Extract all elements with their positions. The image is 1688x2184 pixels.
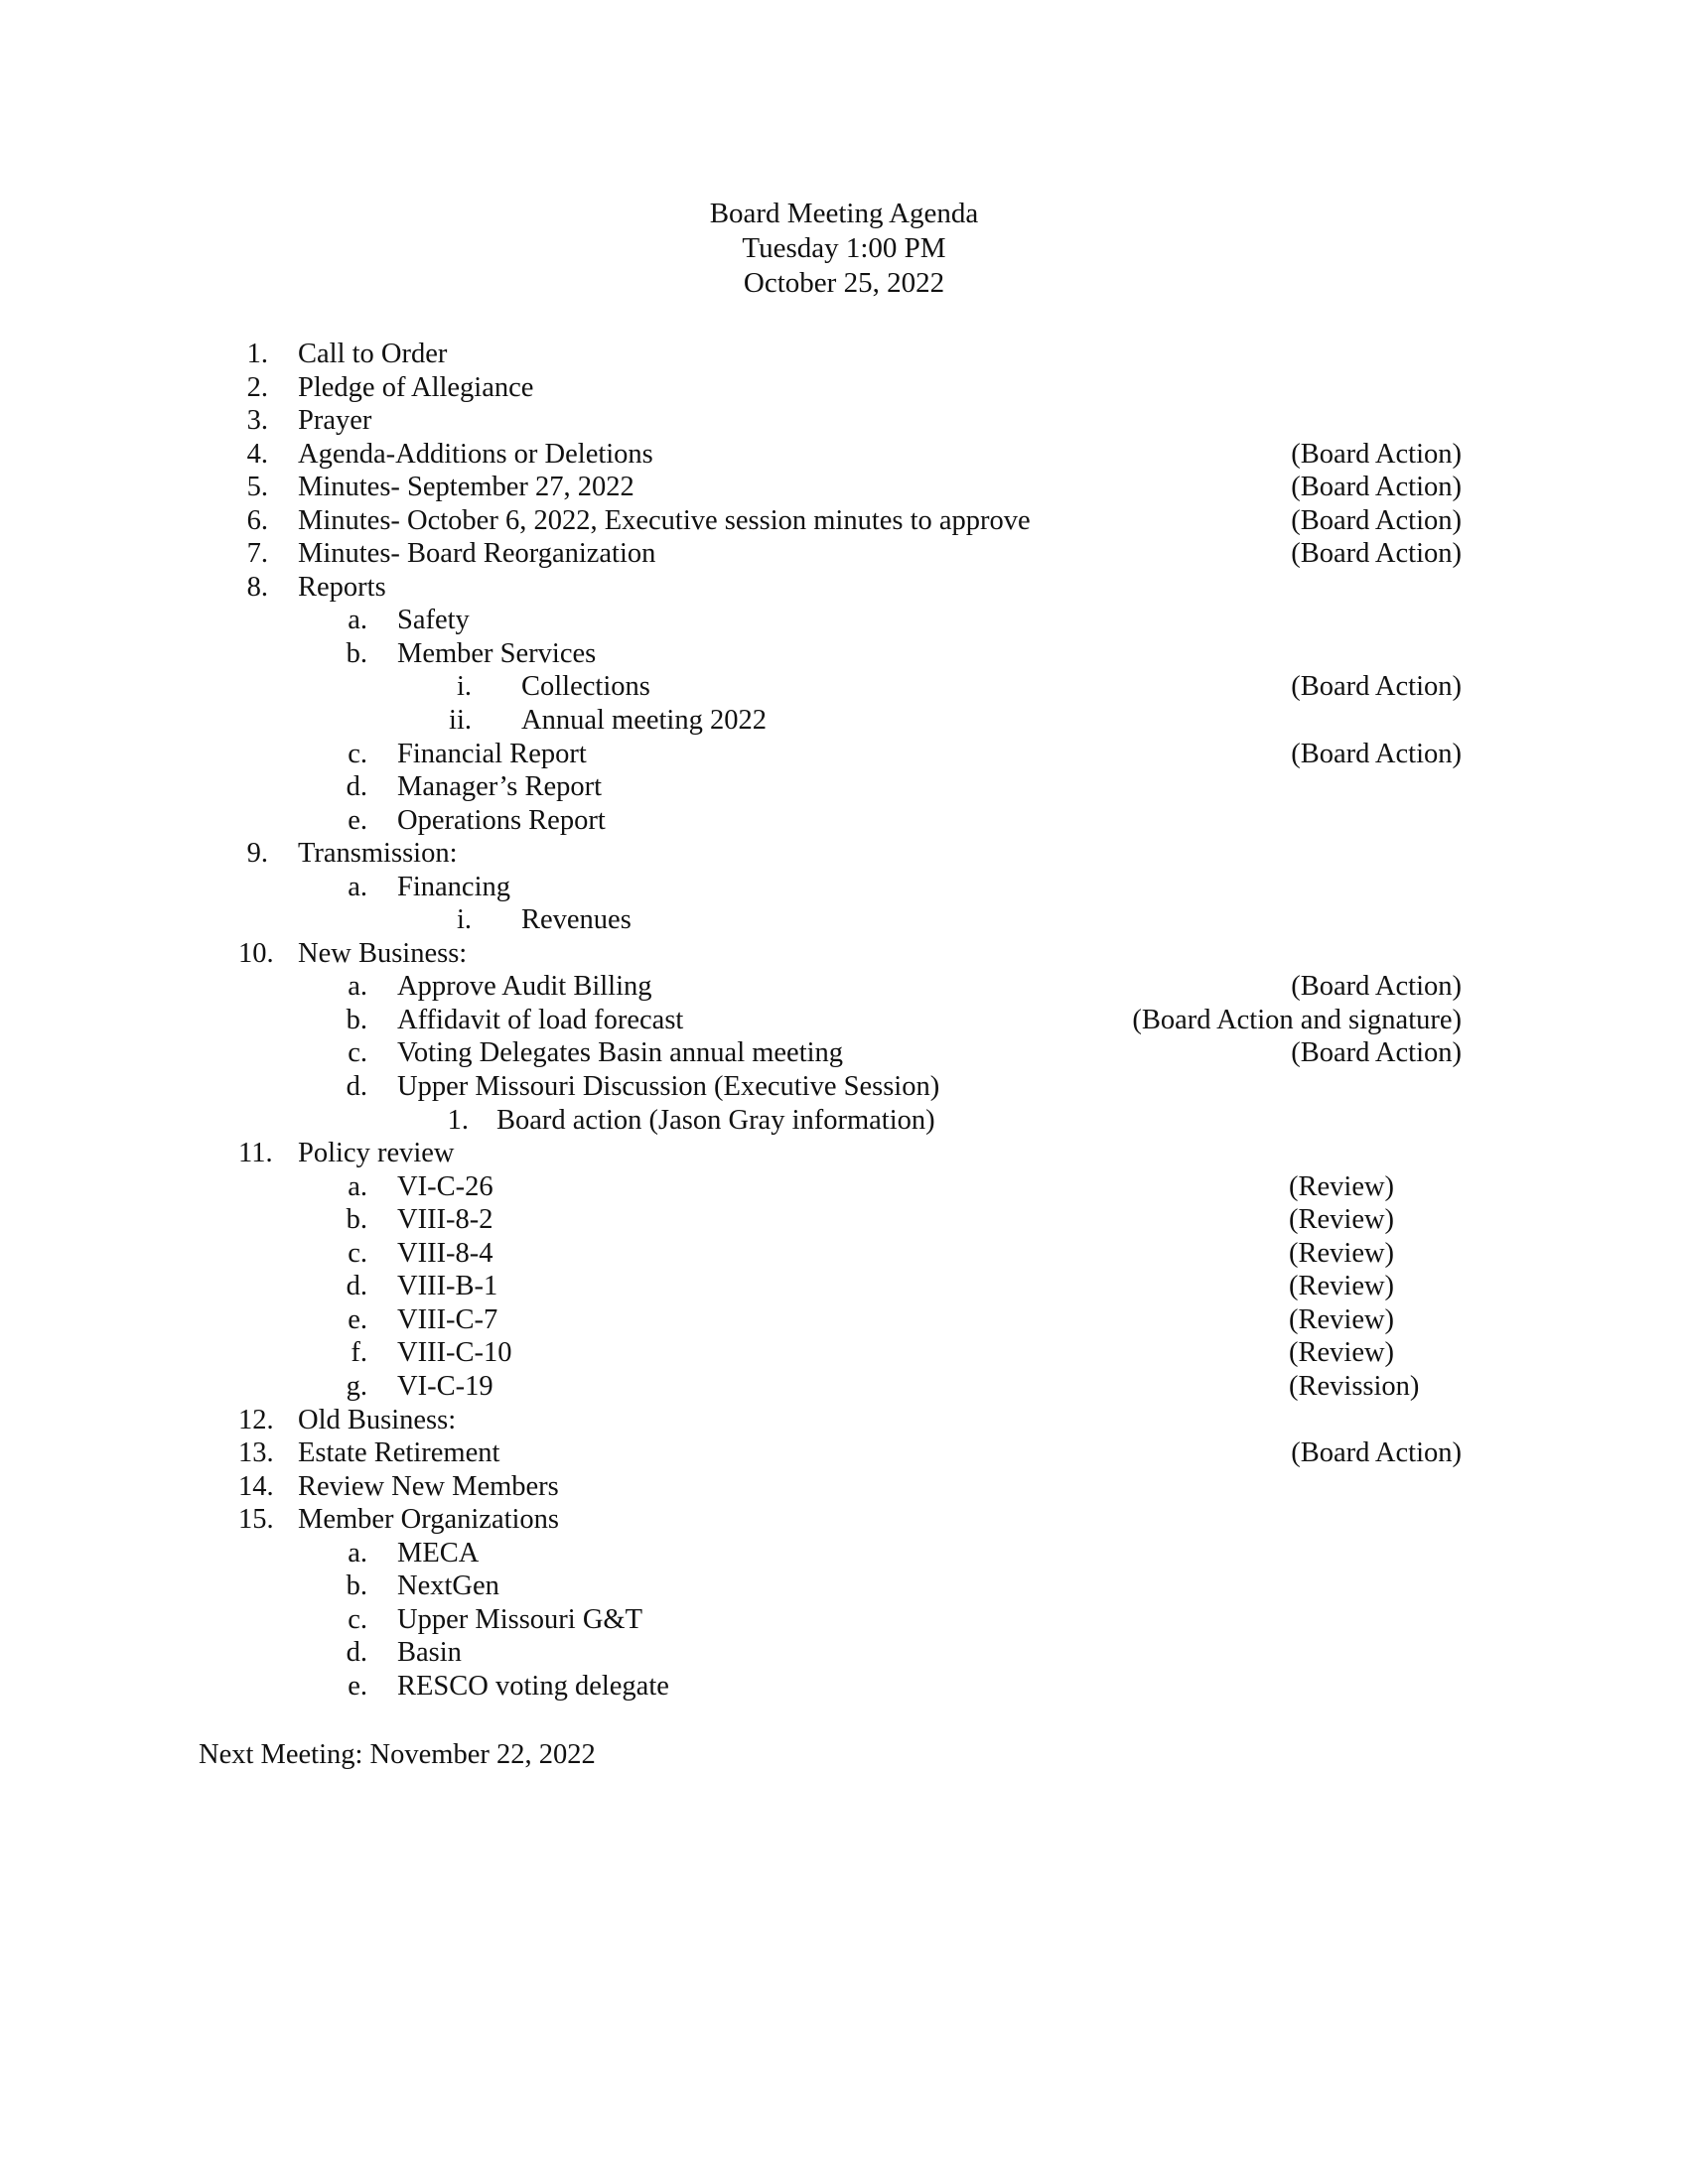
agenda-item-number: a. — [348, 1537, 367, 1569]
agenda-item — [0, 471, 1688, 504]
agenda-item — [0, 1004, 1688, 1037]
agenda-item-number: d. — [346, 1271, 367, 1302]
agenda-item-text: Member Services — [397, 637, 597, 669]
agenda-item-text: MECA — [397, 1537, 480, 1569]
agenda-item — [0, 1570, 1688, 1603]
agenda-item-number: i. — [456, 671, 472, 703]
agenda-item-number: i. — [456, 904, 472, 936]
agenda-item-text: Agenda-Additions or Deletions — [298, 438, 653, 470]
agenda-item-action: (Revission) — [1289, 1370, 1420, 1402]
agenda-item-action: (Board Action) — [1291, 738, 1462, 769]
agenda-item — [0, 1436, 1688, 1470]
agenda-item-action: (Review) — [1289, 1303, 1395, 1335]
agenda-item-action: (Board Action) — [1291, 1437, 1462, 1469]
agenda-item-text: VIII-8-4 — [397, 1237, 493, 1269]
agenda-item — [0, 1237, 1688, 1271]
agenda-item-text: VIII-C-10 — [397, 1337, 512, 1369]
agenda-item — [0, 1270, 1688, 1303]
agenda-item-number: 1. — [447, 1104, 469, 1136]
agenda-item-text: Old Business: — [298, 1404, 457, 1435]
agenda-item-number: 13. — [238, 1437, 274, 1469]
agenda-item-action: (Review) — [1289, 1170, 1395, 1202]
agenda-item — [0, 371, 1688, 405]
agenda-item-action: (Board Action) — [1291, 671, 1462, 703]
agenda-item-number: b. — [346, 637, 367, 669]
agenda-item-number: c. — [348, 738, 367, 769]
agenda-item-text: Annual meeting 2022 — [521, 705, 767, 737]
agenda-item-text: Board action (Jason Gray information) — [496, 1104, 935, 1136]
agenda-item-number: 2. — [246, 371, 268, 403]
agenda-item-text: Pledge of Allegiance — [298, 371, 534, 403]
agenda-item — [0, 837, 1688, 871]
agenda-item-number: b. — [346, 1004, 367, 1035]
agenda-item — [0, 738, 1688, 771]
agenda-item-action: (Board Action) — [1291, 971, 1462, 1003]
agenda-item-number: e. — [348, 804, 367, 836]
agenda-item — [0, 1670, 1688, 1704]
agenda-item — [0, 903, 1688, 937]
agenda-item-text: Transmission: — [298, 838, 458, 870]
agenda-item — [0, 704, 1688, 738]
agenda-item — [0, 1503, 1688, 1537]
agenda-item-text: Approve Audit Billing — [397, 971, 652, 1003]
agenda-item-text: VIII-B-1 — [397, 1271, 498, 1302]
agenda-item — [0, 438, 1688, 472]
agenda-item-text: Member Organizations — [298, 1504, 560, 1536]
agenda-item-text: Revenues — [521, 904, 632, 936]
agenda-item-text: Affidavit of load forecast — [397, 1004, 684, 1035]
agenda-item-text: Financing — [397, 871, 510, 902]
agenda-item — [0, 571, 1688, 605]
agenda-item-number: 10. — [238, 937, 274, 969]
agenda-item — [0, 1636, 1688, 1670]
agenda-item-number: 8. — [246, 571, 268, 603]
agenda-item-number: 15. — [238, 1504, 274, 1536]
agenda-item-text: Call to Order — [298, 339, 448, 369]
agenda-item-text: Safety — [397, 605, 470, 636]
agenda-item-text: VIII-8-2 — [397, 1204, 493, 1236]
agenda-item-number: b. — [346, 1570, 367, 1602]
agenda-item-number: 5. — [246, 472, 268, 503]
agenda-item — [0, 404, 1688, 438]
agenda-item-text: VI-C-19 — [397, 1370, 493, 1402]
agenda-item — [0, 871, 1688, 904]
agenda-item-number: 3. — [246, 405, 268, 437]
agenda-item-number: d. — [346, 771, 367, 803]
agenda-item-number: ii. — [449, 705, 472, 737]
agenda-item-action: (Review) — [1289, 1337, 1395, 1369]
agenda-item-action: (Board Action) — [1291, 1037, 1462, 1069]
agenda-item-text: Minutes- October 6, 2022, Executive session minutes to approve — [298, 504, 1031, 536]
agenda-item — [0, 1603, 1688, 1637]
agenda-item-number: d. — [346, 1071, 367, 1103]
agenda-item-text: Minutes- Board Reorganization — [298, 538, 656, 570]
agenda-item-number: b. — [346, 1204, 367, 1236]
agenda-list — [0, 338, 1688, 1703]
agenda-item — [0, 1336, 1688, 1370]
agenda-item-text: Minutes- September 27, 2022 — [298, 472, 634, 503]
agenda-item — [0, 1470, 1688, 1504]
agenda-item-text: NextGen — [397, 1570, 499, 1602]
agenda-item-text: Voting Delegates Basin annual meeting — [397, 1037, 844, 1069]
agenda-item-text: Prayer — [298, 405, 372, 437]
agenda-item-text: RESCO voting delegate — [397, 1670, 669, 1702]
agenda-item-number: 6. — [246, 504, 268, 536]
agenda-item — [0, 670, 1688, 704]
agenda-item-number: 12. — [238, 1404, 274, 1435]
agenda-item-number: 11. — [238, 1138, 273, 1169]
next-meeting: Next Meeting: November 22, 2022 — [199, 1739, 596, 1770]
agenda-item-action: (Board Action) — [1291, 538, 1462, 570]
agenda-item-action: (Review) — [1289, 1271, 1395, 1302]
agenda-item-number: e. — [348, 1670, 367, 1702]
agenda-item-number: 14. — [238, 1470, 274, 1502]
agenda-item-text: Operations Report — [397, 804, 606, 836]
agenda-item-text: Policy review — [298, 1138, 455, 1169]
agenda-item-text: Estate Retirement — [298, 1437, 500, 1469]
agenda-item-action: (Review) — [1289, 1237, 1395, 1269]
agenda-item-number: c. — [348, 1603, 367, 1635]
agenda-item-number: a. — [348, 871, 367, 902]
document-title: Board Meeting Agenda — [709, 198, 979, 229]
agenda-item-text: Collections — [521, 671, 650, 703]
agenda-item — [0, 338, 1688, 371]
agenda-item-number: a. — [348, 605, 367, 636]
agenda-item-action: (Review) — [1289, 1204, 1395, 1236]
agenda-item — [0, 1070, 1688, 1104]
meeting-time: Tuesday 1:00 PM — [742, 232, 946, 264]
agenda-item — [0, 1170, 1688, 1204]
agenda-item — [0, 637, 1688, 671]
meeting-date: October 25, 2022 — [743, 267, 945, 299]
agenda-item — [0, 1036, 1688, 1070]
agenda-item-text: Manager’s Report — [397, 771, 603, 803]
agenda-item-number: d. — [346, 1637, 367, 1669]
agenda-item-action: (Board Action and signature) — [1132, 1004, 1462, 1035]
agenda-item-text: Review New Members — [298, 1470, 559, 1502]
agenda-item — [0, 937, 1688, 971]
agenda-item — [0, 804, 1688, 838]
agenda-item — [0, 537, 1688, 571]
agenda-item-number: c. — [348, 1037, 367, 1069]
agenda-item — [0, 1370, 1688, 1404]
agenda-item-number: 1. — [246, 339, 268, 369]
agenda-item-number: 4. — [246, 438, 268, 470]
agenda-item — [0, 1404, 1688, 1437]
agenda-item-text: Reports — [298, 571, 386, 603]
agenda-item-text: VI-C-26 — [397, 1170, 493, 1202]
agenda-item-action: (Board Action) — [1291, 472, 1462, 503]
agenda-item-text: Basin — [397, 1637, 462, 1669]
agenda-item-number: c. — [348, 1237, 367, 1269]
agenda-item — [0, 1537, 1688, 1570]
agenda-item — [0, 970, 1688, 1004]
agenda-item-number: a. — [348, 1170, 367, 1202]
agenda-item — [0, 1137, 1688, 1170]
agenda-item-text: Upper Missouri G&T — [397, 1603, 642, 1635]
agenda-item-number: f. — [351, 1337, 367, 1369]
agenda-item-number: e. — [348, 1303, 367, 1335]
agenda-item-text: Upper Missouri Discussion (Executive Session) — [397, 1071, 940, 1103]
agenda-item-action: (Board Action) — [1291, 438, 1462, 470]
agenda-item — [0, 770, 1688, 804]
agenda-item-text: New Business: — [298, 937, 468, 969]
agenda-item-text: VIII-C-7 — [397, 1303, 498, 1335]
agenda-item — [0, 1203, 1688, 1237]
agenda-item-number: g. — [346, 1370, 367, 1402]
agenda-item — [0, 504, 1688, 538]
agenda-item-number: a. — [348, 971, 367, 1003]
agenda-item — [0, 604, 1688, 637]
agenda-item-action: (Board Action) — [1291, 504, 1462, 536]
agenda-item-number: 7. — [246, 538, 268, 570]
agenda-header — [0, 197, 1688, 301]
agenda-item — [0, 1104, 1688, 1138]
agenda-item-text: Financial Report — [397, 738, 587, 769]
agenda-item-number: 9. — [246, 838, 268, 870]
agenda-item — [0, 1303, 1688, 1337]
